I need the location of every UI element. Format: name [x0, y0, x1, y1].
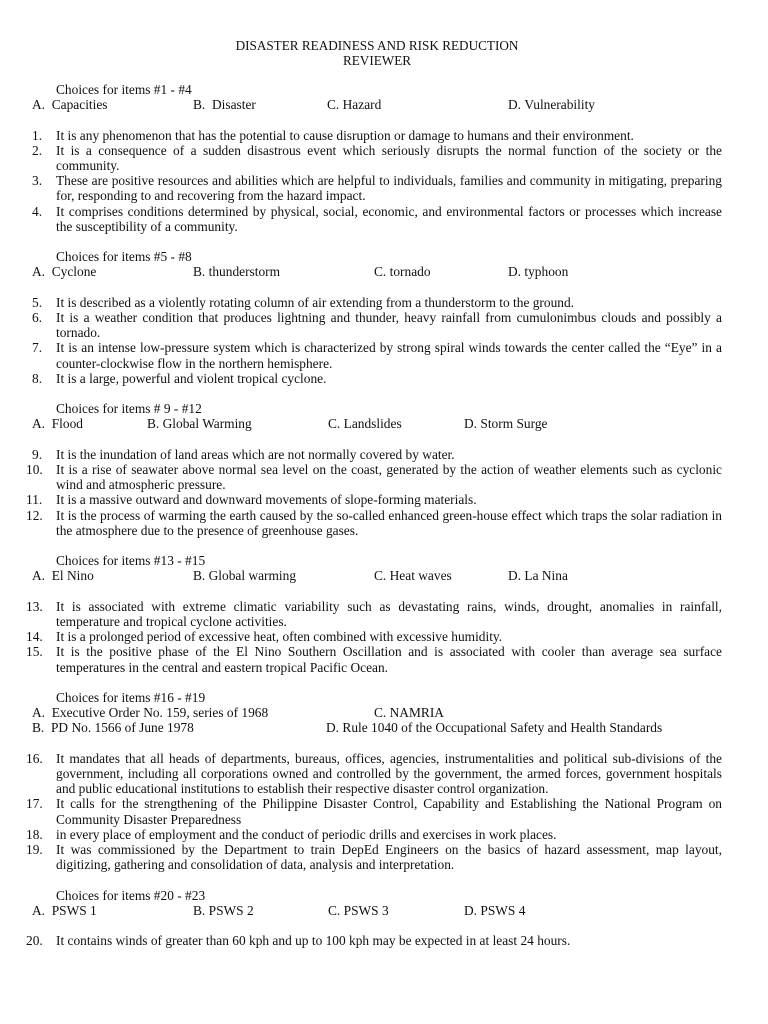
question-item: 17. It calls for the strengthening of the Philippine Disaster Control, Capability and Establishing the National Program on Community Disaster Preparedness	[26, 796, 722, 827]
question-item: 6. It is a weather condition that produces lightning and thunder, heavy rainfall from cumulonimbus clouds and possibly a tornado.	[32, 309, 722, 341]
choices-row	[32, 568, 722, 583]
section-items-1-4	[32, 82, 722, 234]
choices-heading: Choices for items #5 - #8	[56, 249, 192, 265]
question-item: 7. It is an intense low-pressure system which is characterized by strong spiral winds towards the center called the “Eye” in a counter-clockwise flow in the northern hemisphere.	[32, 340, 722, 371]
question-item: 3. These are positive resources and abilities which are helpful to individuals, families and community in mitigating, preparing for, responding to and recovering from the hazard impact.	[32, 173, 722, 204]
choice-d: D. Storm Surge	[464, 416, 548, 432]
question-item: 10. It is a rise of seawater above normal sea level on the coast, generated by the action of weather elements such as cyclonic wind and atmospheric pressure.	[26, 461, 722, 493]
question-item: 2. It is a consequence of a sudden disastrous event which seriously disrupts the normal function of the society or the community.	[32, 142, 722, 173]
choices-row	[32, 705, 722, 720]
choices-heading: Choices for items #16 - #19	[56, 689, 206, 705]
choice-c: C. NAMRIA	[374, 705, 444, 721]
choice-a: A. Flood	[32, 416, 83, 432]
choice-d: D. Vulnerability	[508, 97, 595, 113]
choice-a: A. Capacities	[32, 97, 108, 113]
question-item: 13. It is associated with extreme climatic variability such as devastating rains, winds, drought, anomalies in rainfall, temperature and tropical cyclone activities.	[26, 598, 722, 629]
choice-b: B. Global warming	[193, 568, 297, 584]
choices-heading: Choices for items #1 - #4	[56, 82, 192, 97]
question-item: 4. It comprises conditions determined by physical, social, economic, and environmental factors or processes which increase the susceptibility of a community.	[32, 203, 722, 234]
question-item: 16. It mandates that all heads of departments, bureaus, offices, agencies, instrumentalities and political sub-divisions of the government, including all corporations owned and controlled by the government, the armed forces, government hospitals and public educational institutions to establish their respective disaster control organization.	[26, 750, 722, 797]
choice-d: D. La Nina	[508, 568, 568, 584]
section-items-9-12	[26, 401, 722, 538]
question-item: 15. It is the positive phase of the El Nino Southern Oscillation and is associated with cooler than average sea surface temperatures in the central and eastern tropical Pacific Ocean.	[26, 644, 722, 675]
choice-b: B. Disaster	[193, 97, 256, 113]
document-title	[32, 38, 722, 68]
question-item: 9. It is the inundation of land areas which are not normally covered by water.	[32, 446, 455, 462]
choice-c: C. PSWS 3	[328, 902, 389, 918]
question-item: 18. in every place of employment and the conduct of periodic drills and exercises in work places.	[26, 826, 557, 842]
question-item: 12. It is the process of warming the earth caused by the so-called enhanced green-house effect which traps the solar radiation in the atmosphere due to the presence of greenhouse gases.	[26, 507, 722, 538]
choices-heading: Choices for items # 9 - #12	[56, 401, 202, 417]
choices-heading: Choices for items #20 - #23	[56, 887, 206, 903]
question-item: 8. It is a large, powerful and violent tropical cyclone.	[32, 370, 327, 386]
choice-c: C. Landslides	[328, 416, 402, 432]
section-items-20-23	[26, 887, 722, 949]
question-item: 20. It contains winds of greater than 60 kph and up to 100 kph may be expected in at least 24 hours.	[26, 933, 571, 949]
question-item: 11. It is a massive outward and downward movements of slope-forming materials.	[26, 492, 477, 508]
choice-b: B. PD No. 1566 of June 1978	[32, 720, 194, 736]
choices-row	[32, 720, 722, 735]
choice-d: D. Rule 1040 of the Occupational Safety and Health Standards	[326, 720, 663, 736]
choice-c: C. Heat waves	[374, 568, 452, 584]
choices-row	[32, 903, 722, 918]
choice-b: B. PSWS 2	[193, 902, 254, 918]
question-item: 19. It was commissioned by the Department to train DepEd Engineers on the basics of hazard assessment, map layout, digitizing, gathering and consolidation of data, analysis and interpretation.	[26, 841, 722, 873]
choice-b: B. Global Warming	[147, 416, 252, 432]
title-line-1: DISASTER READINESS AND RISK REDUCTION	[235, 38, 519, 53]
section-items-5-8	[32, 249, 722, 386]
choices-row	[32, 264, 722, 279]
question-item: 1. It is any phenomenon that has the potential to cause disruption or damage to humans and their environment.	[32, 127, 634, 143]
choice-d: D. typhoon	[508, 264, 569, 280]
title-line-2: REVIEWER	[342, 53, 412, 68]
choice-a: A. Executive Order No. 159, series of 1968	[32, 705, 269, 721]
question-item: 5. It is described as a violently rotating column of air extending from a thunderstorm to the ground.	[32, 294, 575, 310]
choice-c: C. tornado	[374, 264, 431, 280]
choices-row	[32, 416, 722, 431]
choices-row	[32, 97, 722, 112]
choice-b: B. thunderstorm	[193, 264, 281, 280]
choice-d: D. PSWS 4	[464, 902, 526, 918]
section-items-16-19	[26, 689, 722, 873]
choice-a: A. El Nino	[32, 568, 94, 584]
choice-c: C. Hazard	[327, 97, 382, 113]
choice-a: A. PSWS 1	[32, 902, 97, 918]
section-items-13-15	[26, 553, 722, 675]
choices-heading: Choices for items #13 - #15	[56, 553, 206, 569]
question-item: 14. It is a prolonged period of excessive heat, often combined with excessive humidity.	[26, 629, 503, 645]
choice-a: A. Cyclone	[32, 264, 97, 280]
